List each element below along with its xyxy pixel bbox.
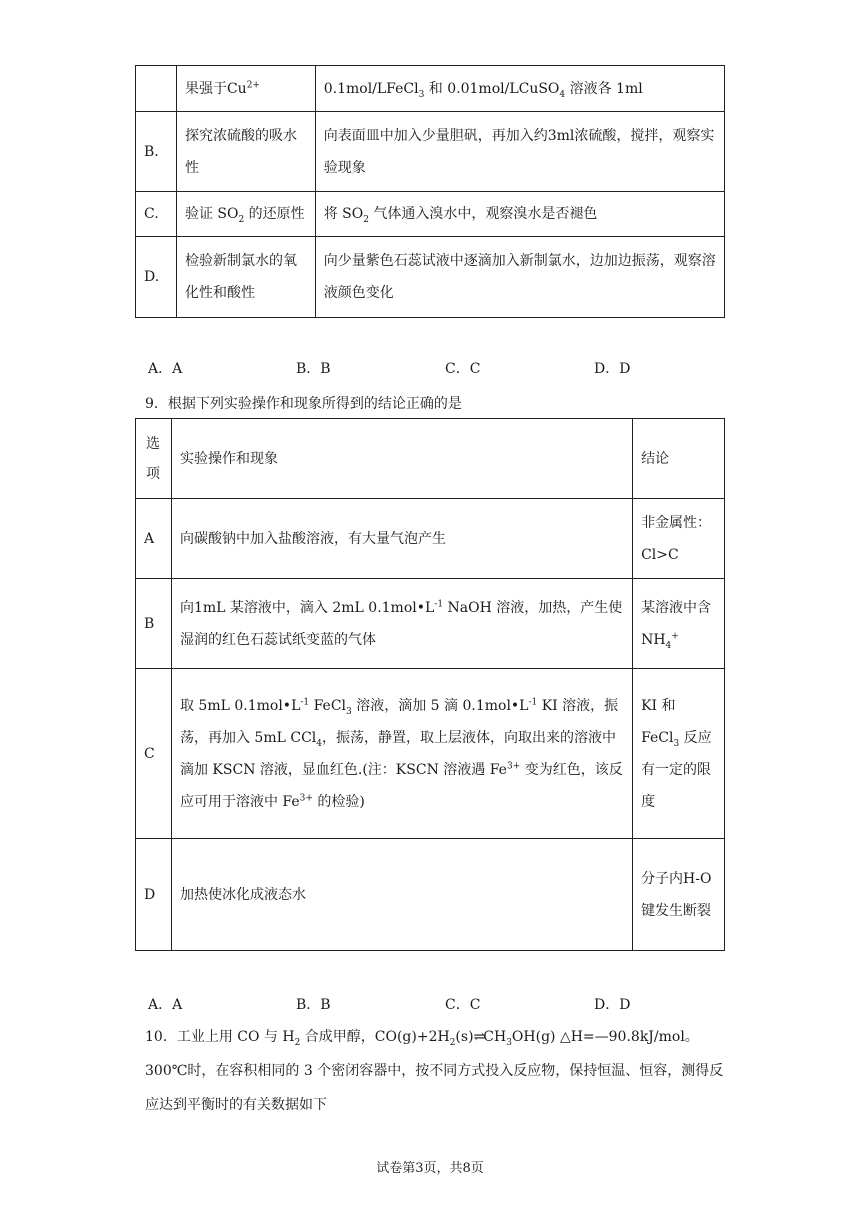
option-b[interactable]: B．B bbox=[296, 361, 331, 377]
operation-cell: 0.1mol/LFeCl$_3$ 和 0.01mol/LCuSO$_4$ 溶液各 1ml bbox=[315, 66, 724, 112]
option-cell: C. bbox=[136, 192, 177, 237]
experiment-table-q8 bbox=[135, 65, 725, 318]
conclusion-cell: KI 和 FeCl$_3$ 反应有一定的限度 bbox=[633, 669, 725, 839]
option-d[interactable]: D．D bbox=[594, 361, 631, 377]
conclusion-cell: 分子内H-O键发生断裂 bbox=[633, 839, 725, 951]
purpose-cell: 探究浓硫酸的吸水性 bbox=[176, 112, 315, 192]
operation-cell: 向1mL 某溶液中，滴入 2mL $0.1mol•L^{-1}$ NaOH 溶液，加热，产生使湿润的红色石蕊试纸变蓝的气体 bbox=[171, 579, 632, 669]
conclusion-cell: 非金属性：Cl>C bbox=[633, 499, 725, 579]
table-header-row bbox=[136, 419, 725, 499]
conclusion-cell: 某溶液中含 $NH_4^+$ bbox=[633, 579, 725, 669]
option-c[interactable]: C．C bbox=[445, 997, 481, 1013]
header-option: 选项 bbox=[136, 419, 172, 499]
option-a[interactable]: A．A bbox=[148, 361, 183, 377]
purpose-cell: 检验新制氯水的氧化性和酸性 bbox=[176, 237, 315, 318]
header-operation: 实验操作和现象 bbox=[171, 419, 632, 499]
operation-cell: 加热使冰化成液态水 bbox=[171, 839, 632, 951]
purpose-cell: 果强于$Cu^{2+}$ bbox=[176, 66, 315, 112]
option-a[interactable]: A．A bbox=[148, 997, 183, 1013]
operation-cell: 向表面皿中加入少量胆矾，再加入约3ml浓硫酸，搅拌，观察实验现象 bbox=[315, 112, 724, 192]
table-row bbox=[136, 192, 725, 237]
operation-cell: 取 5mL $0.1mol•L^{-1}$ FeCl$_3$ 溶液，滴加 5 滴 $0.1mol•L^{-1}$ KI 溶液，振荡，再加入 5mL CCl$_4$，振荡，静置，取上层液体，向取出来的溶液中滴加 KSCN 溶液，显血红色.(注：KSCN 溶液遇 $Fe^{3+}$ 变为红色，该反应可用于溶液中 $Fe^{3+}$ 的检验) bbox=[171, 669, 632, 839]
table-row bbox=[136, 499, 725, 579]
table-row bbox=[136, 112, 725, 192]
operation-cell: 向少量紫色石蕊试液中逐滴加入新制氯水，边加边振荡，观察溶液颜色变化 bbox=[315, 237, 724, 318]
option-cell: C bbox=[136, 669, 172, 839]
option-b[interactable]: B．B bbox=[296, 997, 331, 1013]
header-conclusion: 结论 bbox=[633, 419, 725, 499]
option-cell: A bbox=[136, 499, 172, 579]
equilibrium-arrow-icon: ⇌ bbox=[473, 1029, 484, 1045]
table-row bbox=[136, 839, 725, 951]
page-footer: 试卷第3页，共8页 bbox=[376, 1161, 484, 1176]
option-cell: B bbox=[136, 579, 172, 669]
experiment-table-q9 bbox=[135, 418, 725, 951]
question-10-text: 10．工业上用 CO 与 $H_2$ 合成甲醇，$CO(g)+2H_2(s)\rightleftharpoons CH_3OH(g)$ △H=—90.8kJ/mol。300℃时，在容积相同的 3 个密闭容器中，按不同方式投入反应物，保持恒温、恒容，测得反应达到平衡时的有关数据如下 bbox=[145, 1029, 724, 1113]
table-row bbox=[136, 669, 725, 839]
option-cell: D. bbox=[136, 237, 177, 318]
table-row bbox=[136, 237, 725, 318]
operation-cell: 向碳酸钠中加入盐酸溶液，有大量气泡产生 bbox=[171, 499, 632, 579]
table-row bbox=[136, 66, 725, 112]
question-9-stem: 9．根据下列实验操作和现象所得到的结论正确的是 bbox=[145, 396, 462, 412]
table-row bbox=[136, 579, 725, 669]
option-cell: D bbox=[136, 839, 172, 951]
option-cell bbox=[136, 66, 177, 112]
option-c[interactable]: C．C bbox=[445, 361, 481, 377]
purpose-cell: 验证 $SO_2$ 的还原性 bbox=[176, 192, 315, 237]
option-d[interactable]: D．D bbox=[594, 997, 631, 1013]
operation-cell: 将 $SO_2$ 气体通入溴水中，观察溴水是否褪色 bbox=[315, 192, 724, 237]
option-cell: B. bbox=[136, 112, 177, 192]
